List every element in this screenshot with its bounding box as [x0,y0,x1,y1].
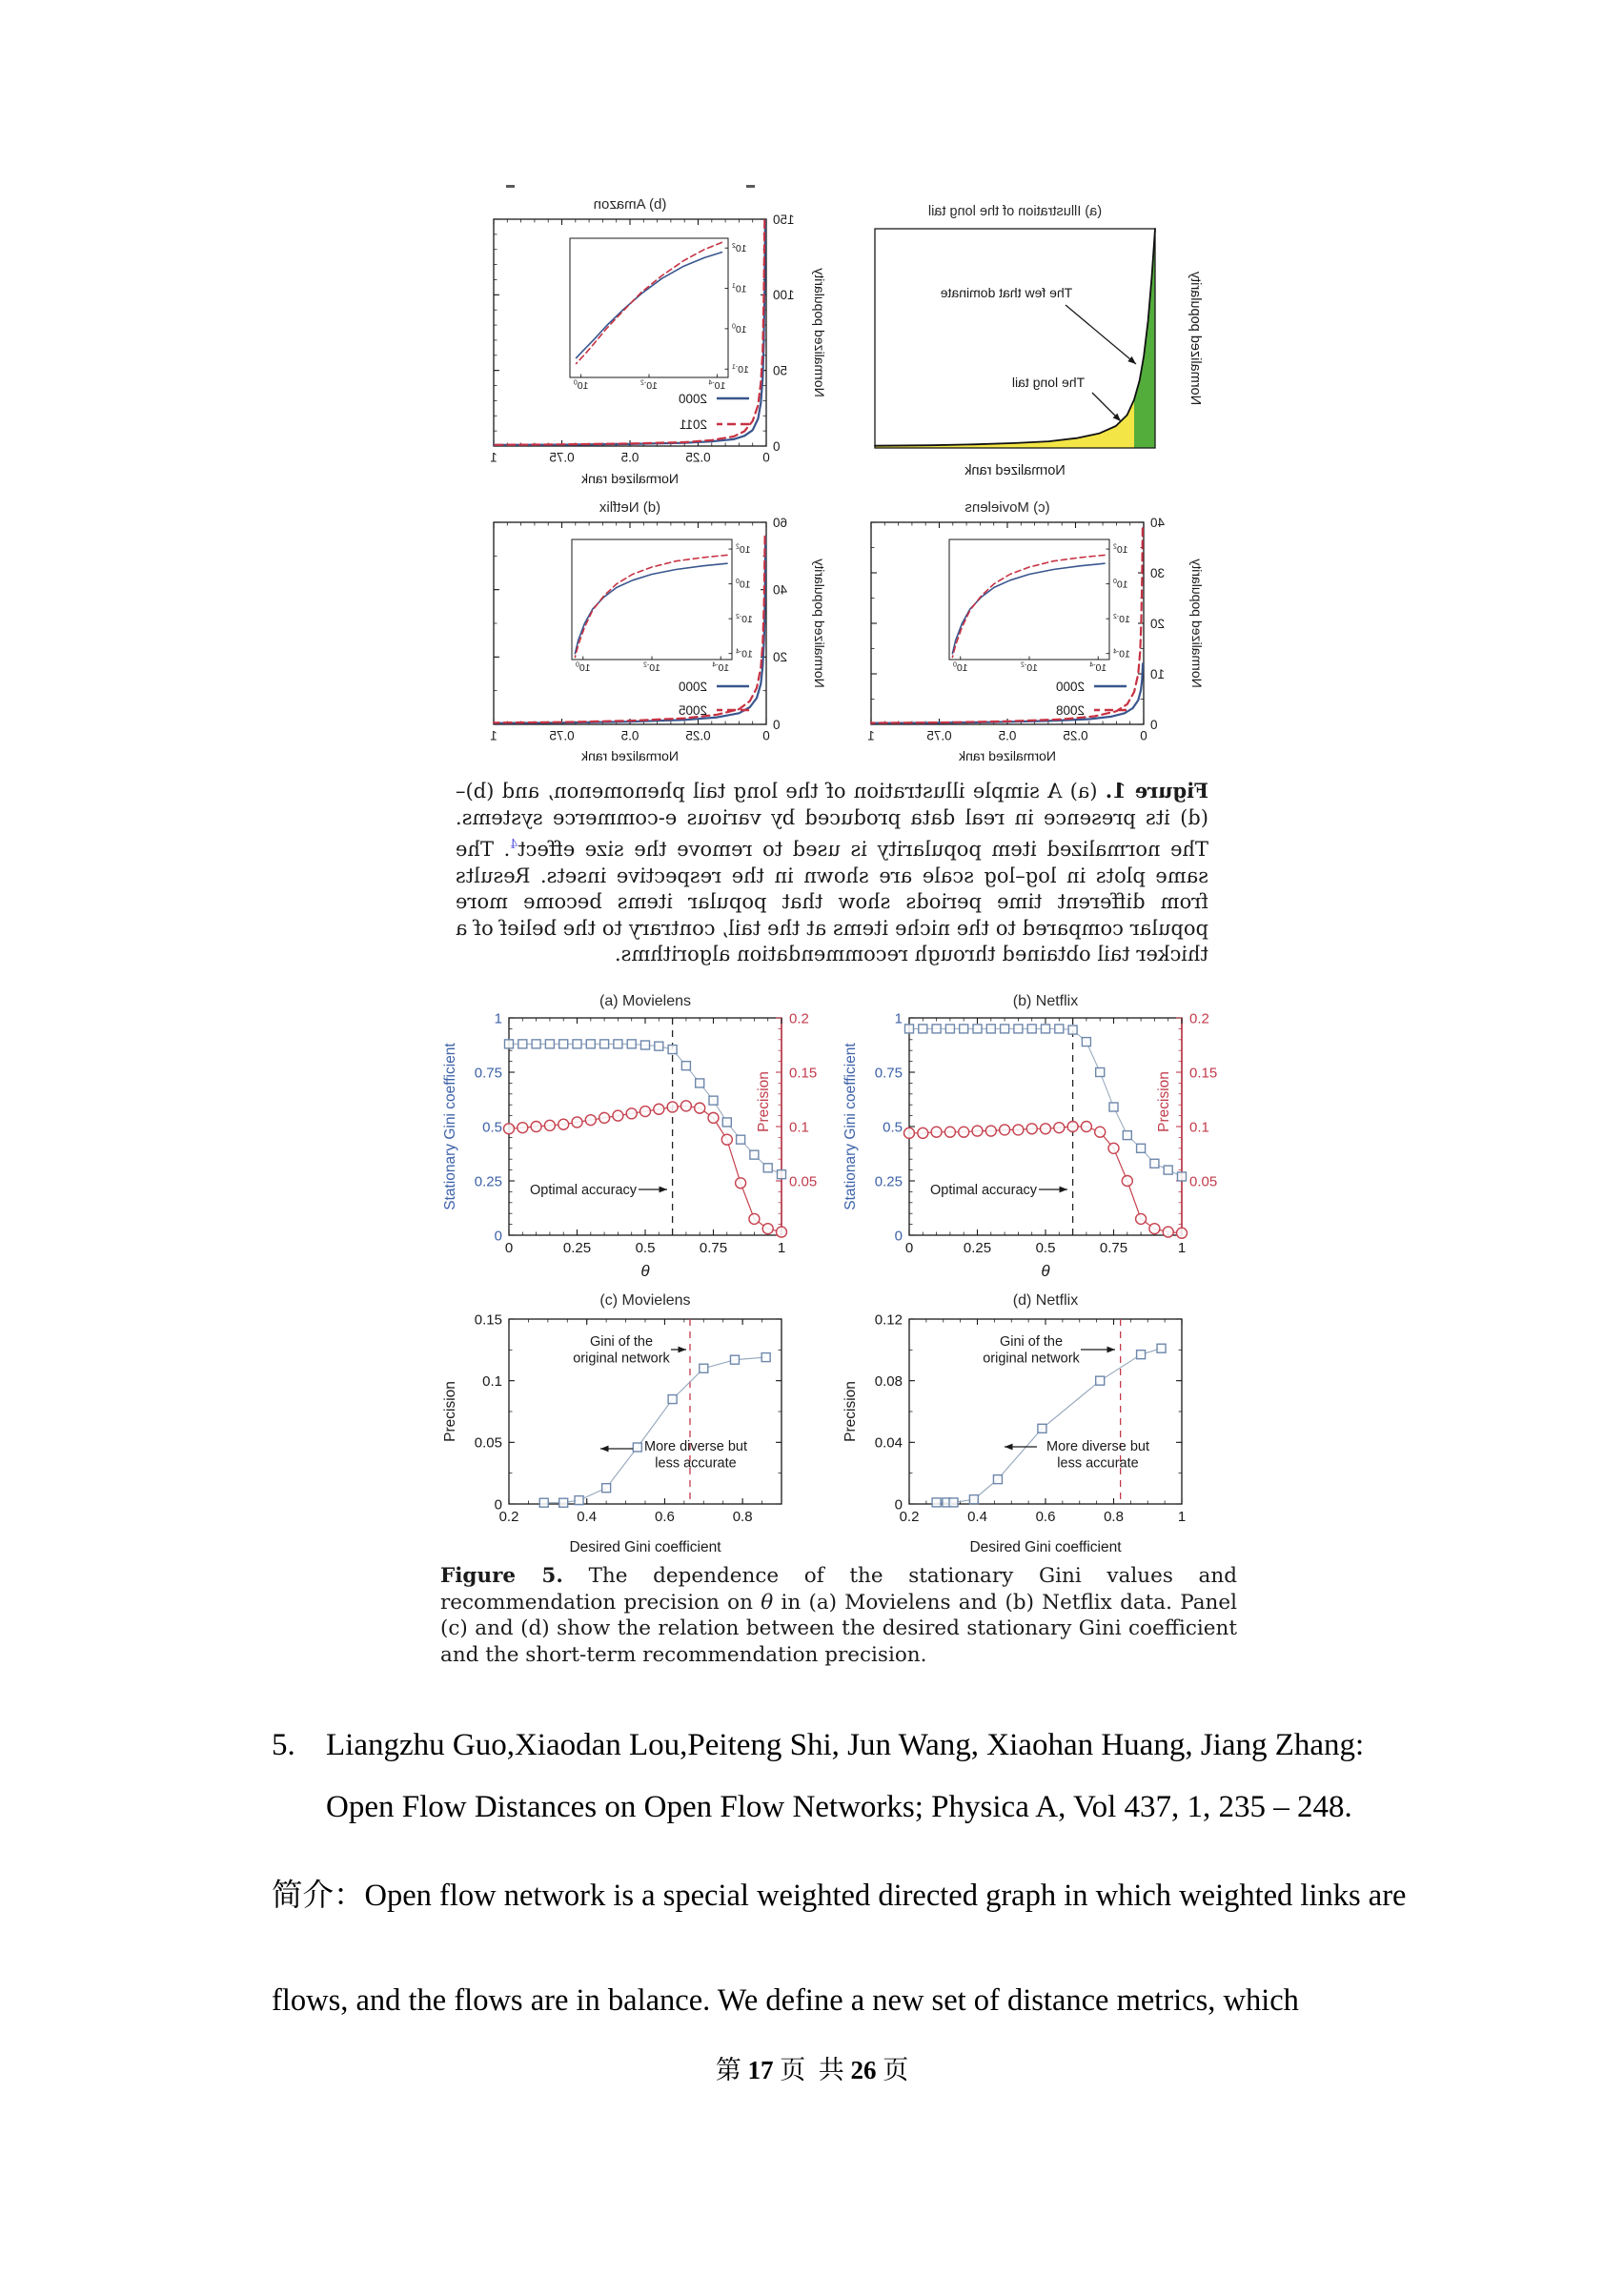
svg-text:Normalized popularity: Normalized popularity [1189,559,1205,688]
svg-text:0: 0 [894,1228,903,1245]
svg-text:0.4: 0.4 [577,1509,598,1525]
svg-text:102: $10^2$ [1113,543,1128,557]
svg-text:Normalized rank: Normalized rank [964,463,1066,478]
svg-text:θ: θ [640,1262,650,1280]
figure5-panel-b [839,989,1239,1287]
svg-text:10-4: $10^{-4}$ [736,648,753,660]
svg-text:0.2: 0.2 [899,1509,920,1525]
figure1-panel-amazon [462,194,829,498]
svg-text:0.15: 0.15 [1189,1065,1218,1082]
svg-text:10-2: $10^{-2}$ [643,661,660,674]
svg-text:Optimal accuracy: Optimal accuracy [530,1183,638,1198]
svg-text:0: 0 [494,1496,502,1514]
svg-text:100: $10^0$ [952,661,968,674]
svg-text:0.04: 0.04 [874,1434,903,1452]
svg-text:0.75: 0.75 [549,728,575,743]
svg-text:0.25: 0.25 [685,728,711,743]
svg-text:0.1: 0.1 [1189,1119,1209,1136]
svg-text:10: 10 [1150,666,1166,681]
figure1-image [456,179,1208,972]
svg-text:(b) Amazon: (b) Amazon [593,196,667,213]
svg-text:10-2: $10^{-2}$ [736,613,753,626]
svg-text:2000: 2000 [1055,679,1085,694]
svg-text:150: 150 [773,212,795,227]
svg-text:0.25: 0.25 [474,1173,502,1190]
svg-text:(a) Illustration of the long t: (a) Illustration of the long tail [927,204,1103,219]
svg-text:0.25: 0.25 [1063,728,1088,743]
svg-text:40: 40 [1150,515,1166,530]
svg-text:100: $10^0$ [575,661,591,674]
svg-text:0.5: 0.5 [620,728,639,743]
svg-text:(d) Netflix: (d) Netflix [1012,1292,1079,1309]
svg-text:0: 0 [1150,717,1158,732]
svg-text:50: 50 [773,363,788,378]
svg-text:0.05: 0.05 [789,1173,818,1190]
svg-text:(b) Netflix: (b) Netflix [1012,993,1079,1009]
svg-text:0.75: 0.75 [926,728,952,743]
svg-text:Normalized popularity: Normalized popularity [1188,271,1203,406]
svg-text:2008: 2008 [1055,702,1085,718]
svg-text:0.4: 0.4 [967,1509,987,1525]
svg-text:1: 1 [1177,1240,1187,1256]
svg-text:0: 0 [504,1240,514,1256]
figure1-panel-netflix [462,499,829,766]
svg-text:20: 20 [1150,616,1166,631]
figure1-panel-movielens [844,499,1207,766]
svg-text:0.75: 0.75 [1099,1240,1128,1256]
svg-text:0.5: 0.5 [620,450,639,465]
svg-text:Normalized rank: Normalized rank [581,471,679,486]
svg-text:0.8: 0.8 [1104,1509,1124,1525]
svg-text:10-2: $10^{-2}$ [640,379,658,392]
svg-text:0.05: 0.05 [474,1434,502,1452]
svg-text:Gini of theoriginal network: Gini of the original network [573,1334,670,1367]
svg-text:Precision: Precision [442,1381,458,1442]
svg-text:Desired Gini coefficient: Desired Gini coefficient [569,1539,721,1555]
svg-text:40: 40 [773,582,788,598]
svg-text:101: $10^1$ [732,283,747,295]
reference-text: Liangzhu Guo,Xiaodan Lou,Peiteng Shi, Jun Wang, Xiaohan Huang, Jiang Zhang: Open Flow Distances on Open Flow Networks; Physica A, Vol 437, 1, 235 – 248. [326,1728,1365,1824]
svg-text:1: 1 [777,1240,786,1256]
svg-text:0: 0 [773,717,781,732]
svg-text:0: 0 [762,728,770,743]
svg-text:Precision: Precision [1156,1071,1172,1132]
figure5-panel-c [438,1289,839,1559]
svg-text:0.75: 0.75 [549,450,575,465]
svg-text:Stationary Gini coefficient: Stationary Gini coefficient [842,1043,859,1210]
svg-text:30: 30 [1150,565,1166,580]
svg-text:10-4: $10^{-4}$ [712,661,730,674]
figure5-panel-d [839,1289,1239,1559]
svg-text:(c) Movielens: (c) Movielens [964,499,1050,516]
figure5-image [438,989,1239,1679]
svg-text:102: $10^2$ [732,242,747,255]
svg-text:Normalized popularity: Normalized popularity [812,559,827,688]
svg-text:0.25: 0.25 [685,450,711,465]
svg-text:10-4: $10^{-4}$ [1089,661,1107,674]
svg-text:0.05: 0.05 [1189,1173,1218,1190]
svg-text:0.5: 0.5 [998,728,1017,743]
svg-text:2000: 2000 [678,391,707,406]
svg-text:0.25: 0.25 [874,1173,903,1190]
crop-artifact-mark [746,185,755,188]
svg-text:Normalized rank: Normalized rank [959,748,1056,763]
svg-text:θ: θ [1041,1262,1050,1280]
svg-text:0: 0 [1140,728,1147,743]
figure1-panel-illustration [851,200,1208,488]
svg-text:0.2: 0.2 [1189,1010,1209,1027]
svg-text:1: 1 [1177,1509,1187,1525]
svg-text:0.75: 0.75 [474,1065,502,1082]
svg-text:0.2: 0.2 [498,1509,519,1525]
svg-text:0.2: 0.2 [789,1010,809,1027]
svg-text:(c) Movielens: (c) Movielens [599,1292,691,1309]
svg-text:Normalized rank: Normalized rank [581,748,679,763]
svg-text:0.15: 0.15 [474,1311,502,1329]
figure1-caption: Figure 1. (a) A simple illustration of the long tail phenomenon, and (b)–(d) its presence in real data produced by various e-commerce systems. The normalized item popularity is used to remove the size effect$^4$. The same plots in log–log scale are shown in the respective insets. Results from different time periods show that popular items become more popular compared to the niche items at the tail, contrary to the belief of a thicker tail obtained through recommendation algorithms. [455,779,1208,965]
svg-text:1: 1 [490,728,497,743]
svg-text:0: 0 [494,1228,502,1245]
svg-text:10-2: $10^{-2}$ [1113,613,1130,626]
svg-text:0.5: 0.5 [482,1119,502,1136]
crop-artifact-mark [506,185,515,188]
svg-text:100: $10^0$ [736,579,751,591]
svg-text:100: $10^0$ [1113,579,1128,591]
svg-text:(d) Netflix: (d) Netflix [599,499,661,516]
svg-text:0.5: 0.5 [883,1119,903,1136]
svg-text:0.5: 0.5 [1035,1240,1056,1256]
svg-text:100: $10^0$ [732,323,747,335]
svg-text:Precision: Precision [842,1381,859,1442]
svg-text:0.1: 0.1 [482,1373,502,1391]
svg-text:Normalized popularity: Normalized popularity [812,268,827,397]
intro-text: Open flow network is a special weighted directed graph in which weighted links are flows, and the flows are in balance. We define a new set of distance metrics, which [272,1879,1407,2018]
svg-text:1: 1 [494,1010,502,1027]
svg-text:Precision: Precision [756,1071,772,1132]
svg-text:10-4: $10^{-4}$ [1113,648,1130,660]
svg-text:0.5: 0.5 [635,1240,656,1256]
svg-text:0.6: 0.6 [1035,1509,1056,1525]
reference-item-5 [272,1715,1422,1839]
svg-text:2011: 2011 [679,417,707,432]
svg-text:0.8: 0.8 [732,1509,753,1525]
svg-text:10-1: $10^{-1}$ [732,363,749,376]
svg-text:0.12: 0.12 [874,1311,903,1329]
svg-text:2005: 2005 [678,702,707,718]
figure5-panel-a [438,989,839,1287]
svg-text:Gini of theoriginal network: Gini of the original network [983,1334,1080,1367]
svg-text:0.1: 0.1 [789,1119,809,1136]
intro-label: 简介： [272,1879,365,1913]
svg-text:1: 1 [894,1010,903,1027]
intro-paragraph [272,1843,1408,2053]
svg-text:The long tail: The long tail [1011,375,1086,390]
svg-text:0: 0 [904,1240,914,1256]
svg-text:The few that dominate: The few that dominate [940,285,1073,300]
svg-text:2000: 2000 [678,679,707,694]
svg-text:102: $10^2$ [736,543,751,557]
page-footer: 第 17 页 共 26 页 [715,2056,909,2084]
svg-text:0.6: 0.6 [654,1509,675,1525]
reference-number: 5. [272,1728,295,1762]
svg-text:0: 0 [762,450,770,465]
svg-text:1: 1 [867,728,875,743]
svg-text:0: 0 [894,1496,903,1514]
figure5-caption: Figure 5. The dependence of the stationary Gini values and recommendation precision on θ in (a) Movielens and (b) Netflix data. Panel (c) and (d) show the relation between the desired stationary Gini coefficient and the short-term recommendation precision. [440,1564,1237,1667]
svg-text:20: 20 [773,650,788,665]
svg-text:More diverse butless accurate: More diverse but less accurate [644,1439,747,1472]
svg-text:1: 1 [490,450,497,465]
svg-text:Optimal accuracy: Optimal accuracy [930,1183,1038,1198]
svg-text:60: 60 [773,515,788,530]
svg-text:10-2: $10^{-2}$ [1021,661,1038,674]
svg-text:0: 0 [773,438,781,454]
svg-text:Stationary Gini coefficient: Stationary Gini coefficient [442,1043,458,1210]
svg-text:100: 100 [773,288,795,303]
svg-text:10-4: $10^{-4}$ [708,379,726,392]
svg-text:0.75: 0.75 [699,1240,728,1256]
svg-text:0.25: 0.25 [963,1240,992,1256]
svg-text:100: $10^0$ [573,379,589,392]
svg-text:0.75: 0.75 [874,1065,903,1082]
svg-text:0.08: 0.08 [874,1373,903,1391]
svg-text:Desired Gini coefficient: Desired Gini coefficient [969,1539,1122,1555]
svg-text:0.25: 0.25 [562,1240,592,1256]
svg-text:0.15: 0.15 [789,1065,818,1082]
svg-text:(a) Movielens: (a) Movielens [599,993,692,1009]
svg-text:More diverse butless accurate: More diverse but less accurate [1046,1439,1149,1472]
